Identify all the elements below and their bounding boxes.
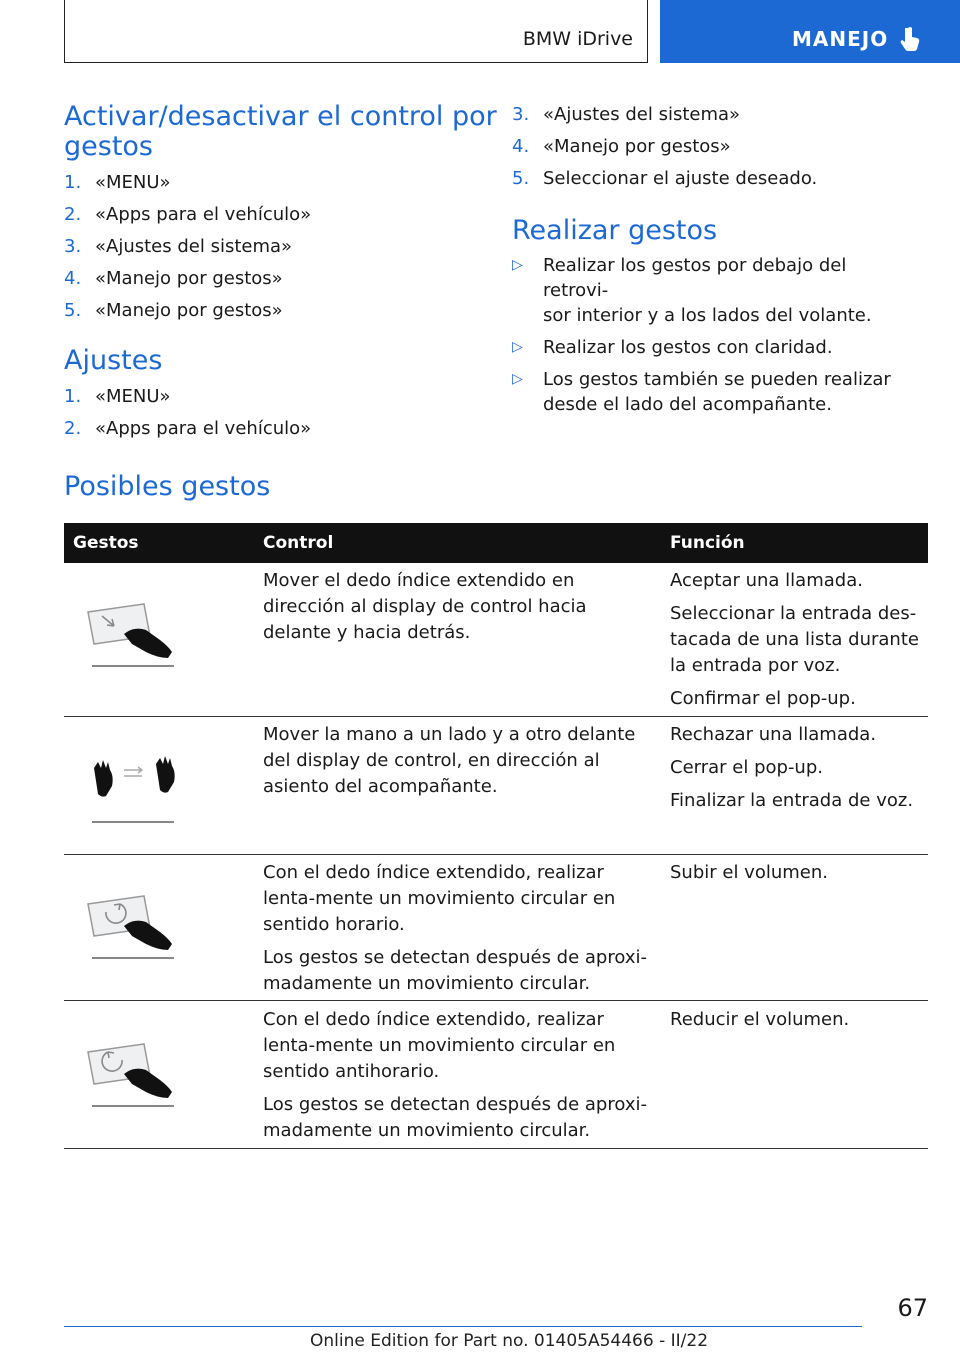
heading-activate-line2: gestos (64, 131, 153, 162)
step-number: 2. (64, 418, 82, 439)
bullet-line: Realizar los gestos por debajo del retrovi- (543, 255, 847, 301)
step-text: «Ajustes del sistema» (543, 104, 741, 125)
pointing-hand-icon (900, 26, 922, 56)
function-text: Subir el volumen. (670, 862, 828, 883)
bullet-line: Los gestos también se pueden realizar (543, 369, 891, 390)
list-item (64, 298, 311, 323)
heading-activate-line1: Activar/desactivar el control por (64, 101, 497, 132)
row-divider (64, 1000, 928, 1001)
settings-steps-part1 (64, 384, 311, 448)
step-number: 2. (64, 204, 82, 225)
finger-circle-clockwise-icon (84, 882, 184, 968)
step-number: 1. (64, 386, 82, 407)
column-header-gestures: Gestos (73, 533, 139, 553)
list-item (64, 202, 311, 227)
function-text: Seleccionar la entrada des-tacada de una lista durante la entrada por voz. (670, 603, 919, 676)
function-text: Finalizar la entrada de voz. (670, 790, 914, 811)
row-divider (64, 854, 928, 855)
activate-steps (64, 170, 311, 330)
heading-activate (64, 102, 497, 162)
step-number: 1. (64, 172, 82, 193)
list-item (64, 416, 311, 441)
footer-rule (64, 1326, 862, 1327)
row-divider (64, 1148, 928, 1149)
column-header-control: Control (263, 533, 334, 553)
function-text: Rechazar una llamada. (670, 724, 877, 745)
function-text: Confirmar el pop-up. (670, 688, 856, 709)
control-text: Mover el dedo índice extendido en dirección al display de control hacia delante y hacia detrás. (263, 570, 587, 643)
step-number: 4. (512, 136, 530, 157)
row-divider (64, 716, 928, 717)
list-item (64, 384, 311, 409)
index-finger-forward-back-icon (84, 590, 184, 676)
section-tab (660, 0, 960, 63)
list-item (512, 166, 817, 191)
step-number: 3. (512, 104, 530, 125)
control-text: Los gestos se detectan después de aproxi-madamente un movimiento circular. (263, 947, 647, 994)
document-title: BMW iDrive (522, 28, 633, 50)
list-item (512, 367, 912, 417)
control-text: Con el dedo índice extendido, realizar lenta-mente un movimiento circular en sentido horario. (263, 862, 616, 935)
row-function (670, 860, 920, 893)
step-text: «Manejo por gestos» (95, 300, 283, 321)
step-text: «MENU» (95, 172, 171, 193)
list-item (512, 253, 912, 328)
step-number: 5. (64, 300, 82, 321)
finger-circle-counterclockwise-icon (84, 1030, 184, 1116)
perform-bullets (512, 253, 912, 424)
function-text: Aceptar una llamada. (670, 570, 863, 591)
bullet-line: sor interior y a los lados del volante. (543, 305, 872, 326)
heading-settings: Ajustes (64, 345, 163, 376)
function-text: Cerrar el pop-up. (670, 757, 823, 778)
step-text: Seleccionar el ajuste deseado. (543, 168, 818, 189)
list-item (64, 170, 311, 195)
step-text: «MENU» (95, 386, 171, 407)
step-text: «Ajustes del sistema» (95, 236, 293, 257)
control-text: Con el dedo índice extendido, realizar lenta-mente un movimiento circular en sentido antihorario. (263, 1009, 616, 1082)
list-item (512, 335, 912, 360)
bullet-line: Realizar los gestos con claridad. (543, 337, 833, 358)
function-text: Reducir el volumen. (670, 1009, 850, 1030)
step-number: 3. (64, 236, 82, 257)
step-text: «Apps para el vehículo» (95, 204, 312, 225)
footer-edition-text: Online Edition for Part no. 01405A54466 - II/22 (310, 1331, 709, 1351)
control-text: Mover la mano a un lado y a otro delante del display de control, en dirección al asiento del acompañante. (263, 724, 636, 797)
list-item (64, 234, 311, 259)
list-item (64, 266, 311, 291)
list-item (512, 134, 817, 159)
row-control (263, 568, 658, 653)
step-number: 4. (64, 268, 82, 289)
step-text: «Manejo por gestos» (95, 268, 283, 289)
step-text: «Apps para el vehículo» (95, 418, 312, 439)
row-function (670, 722, 920, 821)
control-text: Los gestos se detectan después de aproxi-madamente un movimiento circular. (263, 1094, 647, 1141)
page-number: 67 (897, 1294, 928, 1322)
row-control (263, 722, 658, 807)
step-text: «Manejo por gestos» (543, 136, 731, 157)
step-number: 5. (512, 168, 530, 189)
settings-steps-part2 (512, 102, 817, 198)
heading-possible-gestures: Posibles gestos (64, 471, 271, 502)
row-function (670, 1007, 920, 1040)
header-title-box (64, 0, 648, 63)
bullet-line: desde el lado del acompañante. (543, 394, 832, 415)
section-tab-label: MANEJO (792, 27, 889, 51)
triangle-bullet-icon: ▷ (512, 339, 523, 355)
heading-perform: Realizar gestos (512, 215, 718, 246)
triangle-bullet-icon: ▷ (512, 257, 523, 273)
triangle-bullet-icon: ▷ (512, 371, 523, 387)
column-header-function: Función (670, 533, 745, 553)
list-item (512, 102, 817, 127)
hand-swipe-side-icon (84, 746, 184, 832)
row-control (263, 860, 658, 1004)
row-control (263, 1007, 658, 1151)
row-function (670, 568, 920, 719)
table-header (64, 523, 928, 563)
